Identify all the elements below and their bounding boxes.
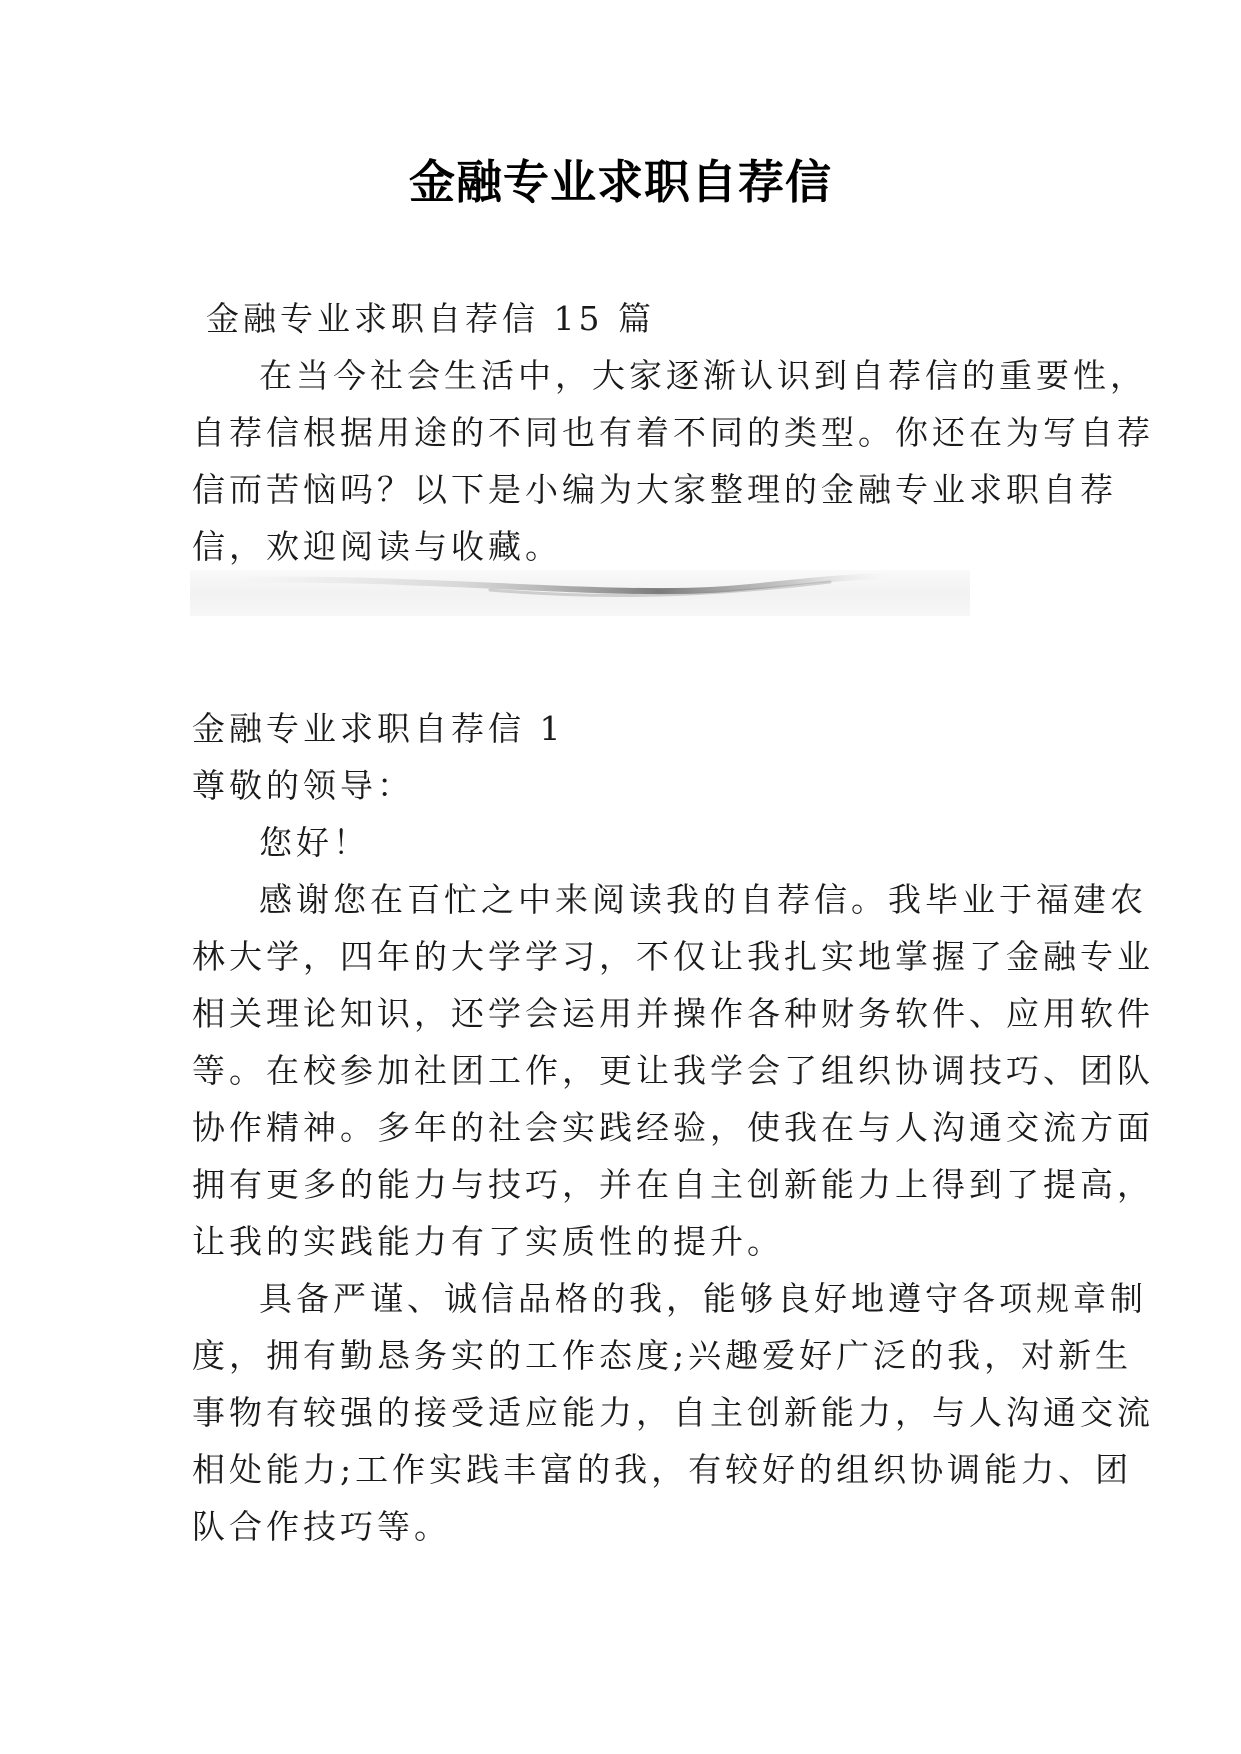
paragraph-line: 让我的实践能力有了实质性的提升。 bbox=[192, 1222, 784, 1261]
intro-line: 信而苦恼吗？以下是小编为大家整理的金融专业求职自荐 bbox=[192, 470, 1117, 509]
letter-section bbox=[192, 700, 1154, 1555]
paragraph-line: 感谢您在百忙之中来阅读我的自荐信。我毕业于福建农 bbox=[259, 880, 1147, 919]
intro-section bbox=[192, 290, 1154, 575]
paragraph-line: 林大学，四年的大学学习，不仅让我扎实地掌握了金融专业 bbox=[192, 937, 1154, 976]
intro-line: 信，欢迎阅读与收藏。 bbox=[192, 527, 562, 566]
document-subtitle: 金融专业求职自荐信 15 篇 bbox=[206, 299, 655, 338]
intro-line: 自荐信根据用途的不同也有着不同的类型。你还在为写自荐 bbox=[192, 413, 1154, 452]
paragraph-line: 等。在校参加社团工作，更让我学会了组织协调技巧、团队 bbox=[192, 1051, 1154, 1090]
paragraph-line: 队合作技巧等。 bbox=[192, 1507, 451, 1546]
paragraph-line: 事物有较强的接受适应能力，自主创新能力，与人沟通交流 bbox=[192, 1393, 1154, 1432]
salutation: 尊敬的领导： bbox=[192, 766, 414, 805]
decorative-brush-image bbox=[190, 570, 970, 616]
paragraph-line: 拥有更多的能力与技巧，并在自主创新能力上得到了提高， bbox=[192, 1165, 1154, 1204]
paragraph-line: 具备严谨、诚信品格的我，能够良好地遵守各项规章制 bbox=[259, 1279, 1147, 1318]
paragraph-line: 协作精神。多年的社会实践经验，使我在与人沟通交流方面 bbox=[192, 1108, 1154, 1147]
paragraph-line: 相关理论知识，还学会运用并操作各种财务软件、应用软件 bbox=[192, 994, 1154, 1033]
letter-title: 金融专业求职自荐信 1 bbox=[192, 709, 565, 748]
paragraph-line: 度，拥有勤恳务实的工作态度;兴趣爱好广泛的我，对新生 bbox=[192, 1336, 1133, 1375]
intro-line: 在当今社会生活中，大家逐渐认识到自荐信的重要性， bbox=[259, 356, 1147, 395]
document-title: 金融专业求职自荐信 bbox=[409, 155, 832, 209]
paragraph-line: 相处能力;工作实践丰富的我，有较好的组织协调能力、团 bbox=[192, 1450, 1133, 1489]
greeting: 您好！ bbox=[259, 823, 370, 862]
